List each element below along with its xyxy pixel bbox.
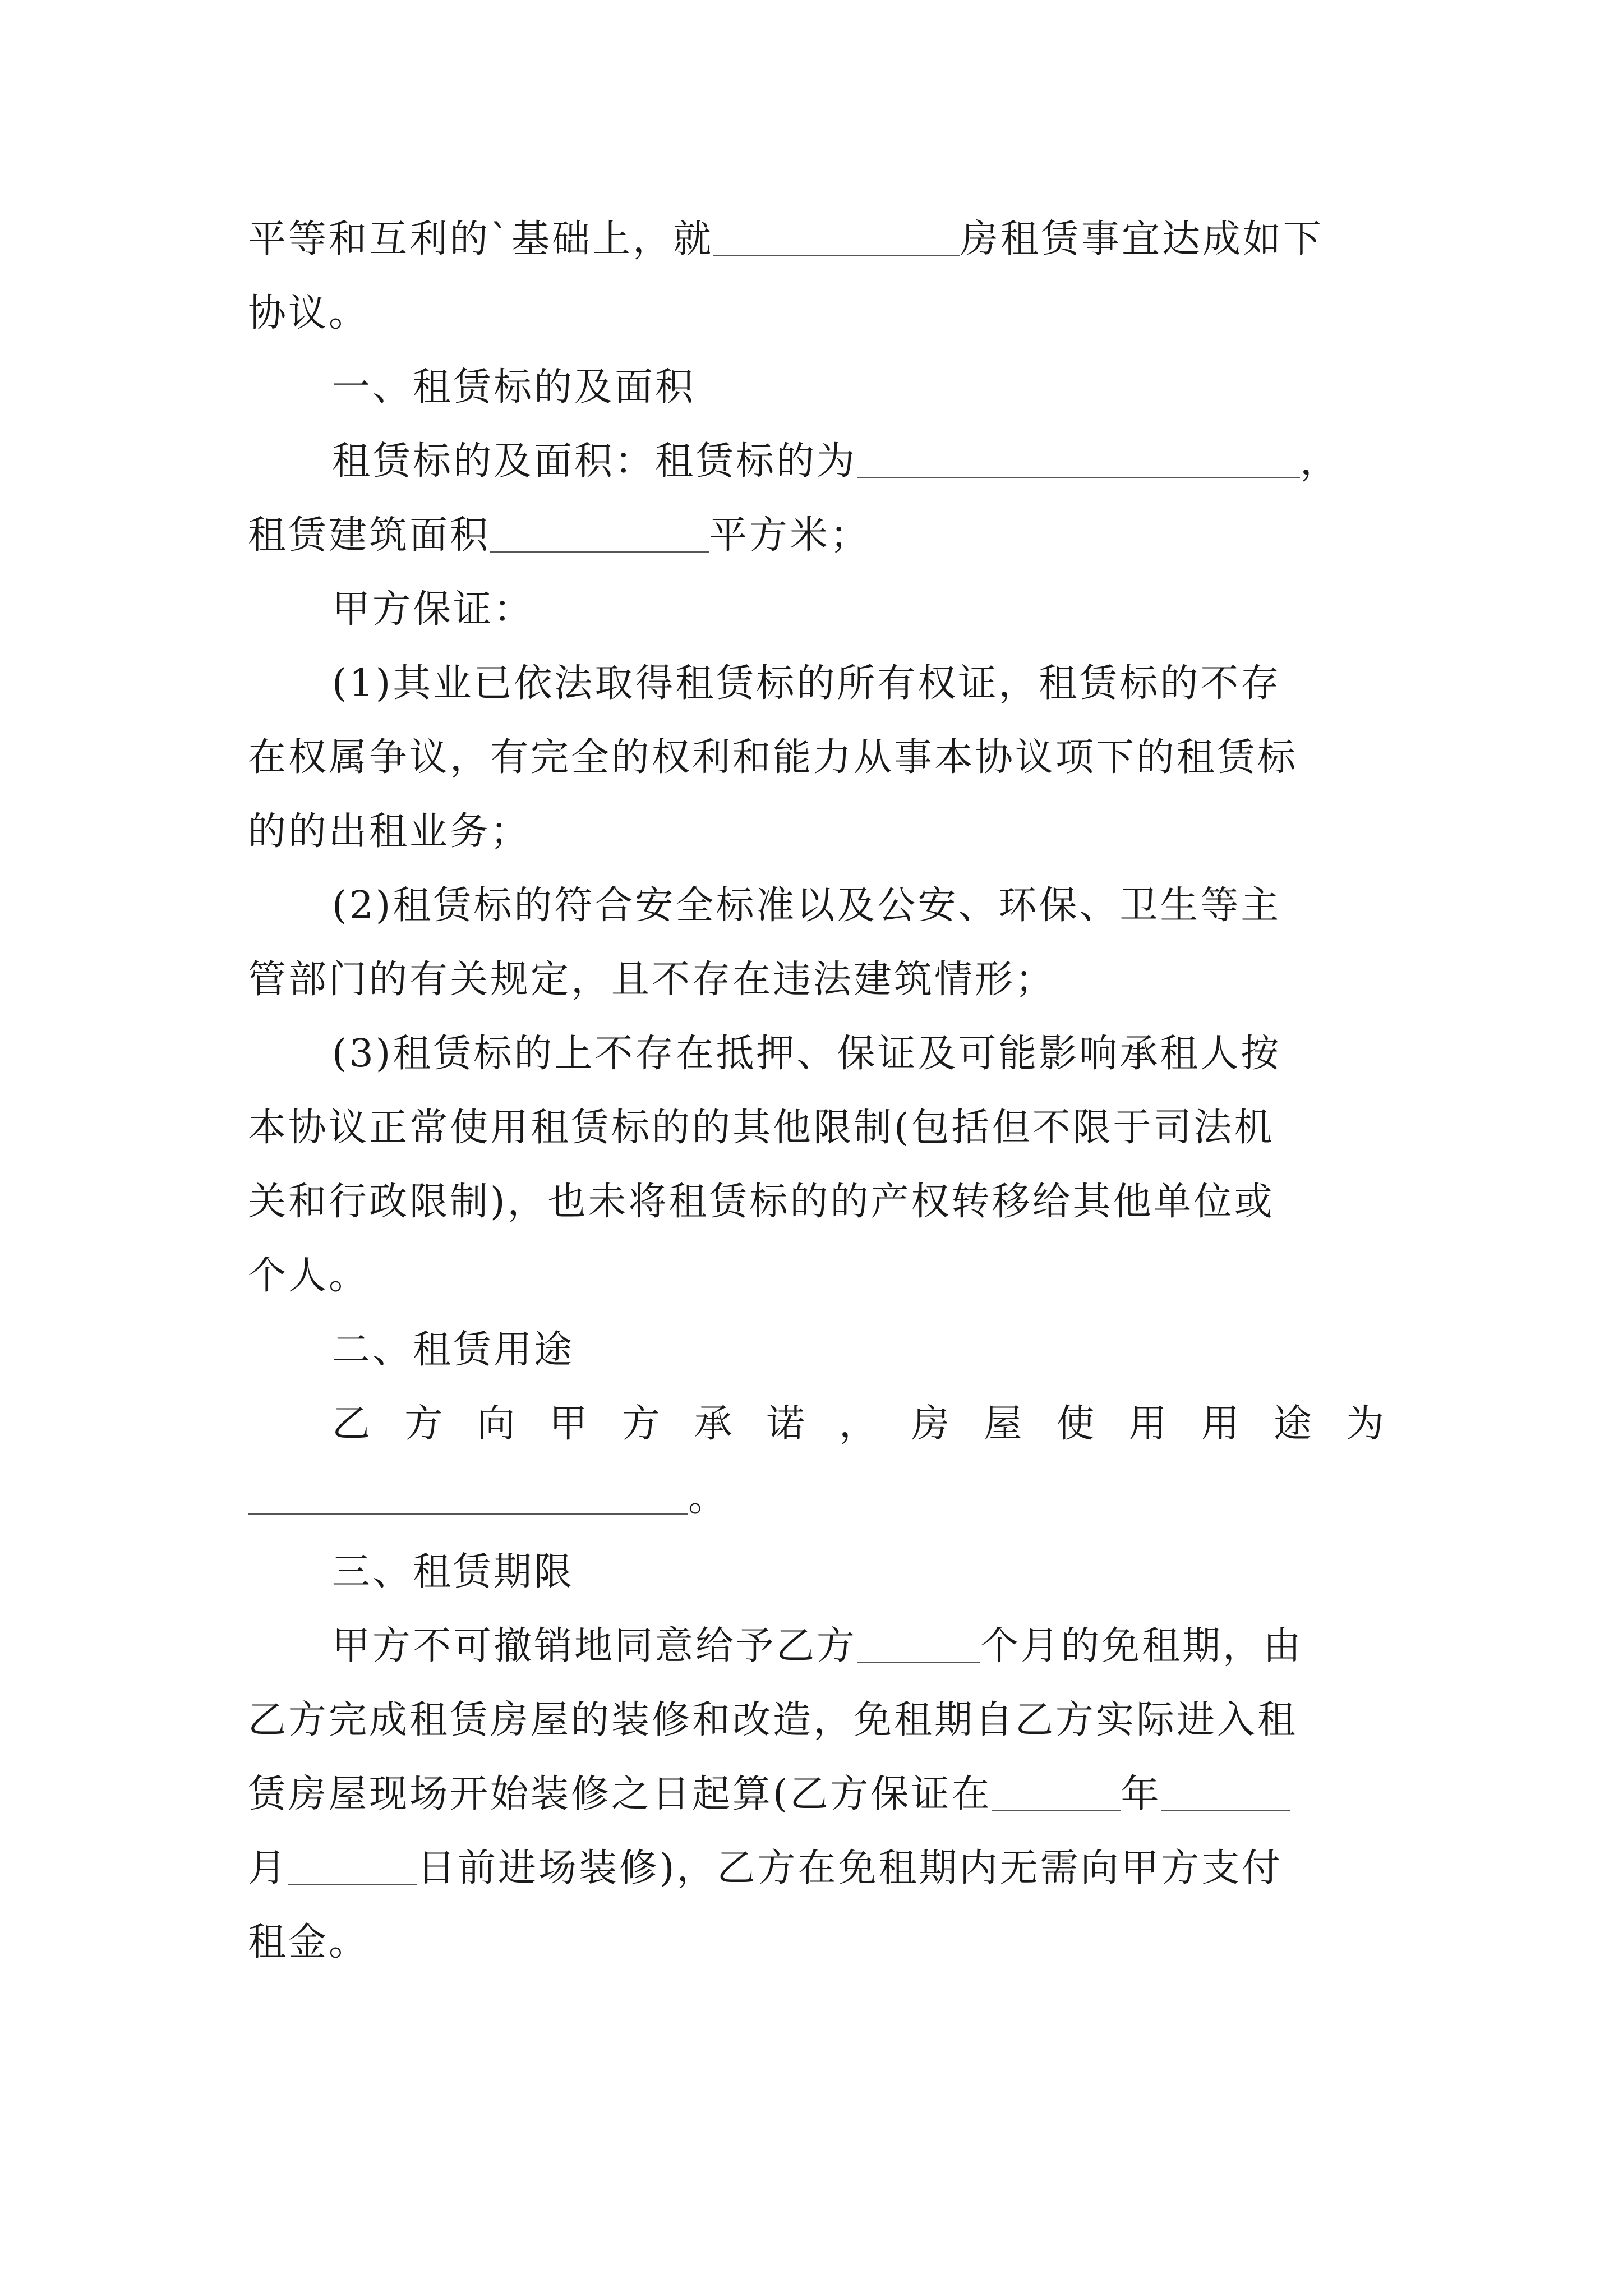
- fill-blank: [857, 443, 1300, 478]
- text-segment: 在权属争议，有完全的权利和能力从事本协议项下的租赁标: [248, 735, 1298, 780]
- section-heading-1: [332, 357, 695, 418]
- text-segment: 日前进场装修)，乙方在免租期内无需向甲方支付: [417, 1846, 1283, 1890]
- heading-text: 三、租赁期限: [332, 1550, 575, 1594]
- paragraph-line: [332, 1616, 1303, 1677]
- paragraph-line: [332, 653, 1281, 715]
- text-segment: 个月的免租期，由: [980, 1624, 1304, 1668]
- char: 为: [1345, 1402, 1386, 1446]
- char: 甲: [549, 1402, 590, 1446]
- paragraph-line: [248, 1467, 728, 1529]
- text-segment: 个人。: [248, 1254, 370, 1298]
- paragraph-line: [332, 431, 1340, 493]
- text-segment: 租赁建筑面积: [248, 513, 491, 558]
- char: 方: [404, 1402, 445, 1446]
- char: 屋: [984, 1402, 1025, 1446]
- text-segment: (1)其业已依法取得租赁标的所有权证，租赁标的不存: [332, 661, 1281, 706]
- text-segment: ，: [1300, 439, 1341, 484]
- char: ，: [838, 1402, 879, 1446]
- paragraph-line: [248, 801, 531, 863]
- paragraph-line: [248, 1690, 1298, 1751]
- paragraph-line: [248, 1171, 1275, 1233]
- text-segment: (3)租赁标的上不存在抵押、保证及可能影响承租人按: [332, 1032, 1281, 1076]
- text-segment: 乙方完成租赁房屋的装修和改造，免租期自乙方实际进入租: [248, 1698, 1298, 1742]
- char: 途: [1273, 1402, 1314, 1446]
- char: 诺: [766, 1402, 807, 1446]
- text-segment: 月: [248, 1846, 289, 1890]
- fill-blank: [1161, 1776, 1290, 1811]
- paragraph-line: [332, 875, 1281, 937]
- paragraph-line: [248, 1912, 369, 1973]
- text-segment: 的的出租业务；: [248, 809, 531, 854]
- char: 方: [621, 1402, 662, 1446]
- paragraph-line: [248, 727, 1298, 789]
- text-segment: 甲方不可撤销地同意给予乙方: [332, 1624, 857, 1668]
- paragraph-line: [248, 949, 1055, 1011]
- char: 房: [911, 1402, 952, 1446]
- fill-blank: [288, 1850, 417, 1885]
- paragraph-line: [332, 1023, 1281, 1085]
- text-segment: 平等和互利的`基础上，就: [248, 217, 714, 261]
- text-segment: 平方米；: [709, 513, 871, 558]
- char: 向: [477, 1402, 518, 1446]
- char: 承: [694, 1402, 735, 1446]
- text-segment: 。: [688, 1476, 729, 1520]
- text-segment: 本协议正常使用租赁标的的其他限制(包括但不限于司法机: [248, 1106, 1275, 1150]
- heading-text: 二、租赁用途: [332, 1328, 575, 1372]
- text-segment: 租金。: [248, 1920, 370, 1964]
- fill-blank: [713, 221, 960, 256]
- paragraph-line: [248, 209, 1324, 270]
- fill-blank: [490, 517, 709, 553]
- char: 用: [1201, 1402, 1242, 1446]
- text-segment: 房租赁事宜达成如下: [960, 217, 1324, 261]
- paragraph-line: [248, 1838, 1283, 1899]
- section-heading-3: [332, 1542, 574, 1603]
- text-segment: 甲方保证：: [332, 587, 534, 632]
- text-segment: 租赁标的及面积：租赁标的为: [332, 439, 857, 484]
- fill-blank: [857, 1628, 980, 1663]
- fill-blank: [248, 1480, 688, 1515]
- text-segment: 协议。: [248, 291, 370, 335]
- text-segment: (2)租赁标的符合安全标准以及公安、环保、卫生等主: [332, 884, 1281, 928]
- text-segment: 管部门的有关规定，且不存在违法建筑情形；: [248, 958, 1056, 1002]
- paragraph-line: [248, 1764, 1290, 1825]
- paragraph-line: [248, 505, 870, 567]
- paragraph-line: [248, 1245, 369, 1307]
- heading-text: 一、租赁标的及面积: [332, 365, 696, 409]
- char: 使: [1056, 1402, 1097, 1446]
- paragraph-line: [248, 1097, 1275, 1159]
- paragraph-line: [332, 579, 534, 641]
- fill-blank: [992, 1776, 1121, 1811]
- text-segment: 关和行政限制)，也未将租赁标的的产权转移给其他单位或: [248, 1180, 1275, 1224]
- char: 乙: [332, 1402, 373, 1446]
- section-heading-2: [332, 1319, 574, 1381]
- justified-line: [332, 1393, 1386, 1455]
- text-segment: 赁房屋现场开始装修之日起算(乙方保证在: [248, 1772, 992, 1816]
- paragraph-line: [248, 283, 369, 344]
- text-segment: 年: [1121, 1772, 1161, 1816]
- char: 用: [1128, 1402, 1169, 1446]
